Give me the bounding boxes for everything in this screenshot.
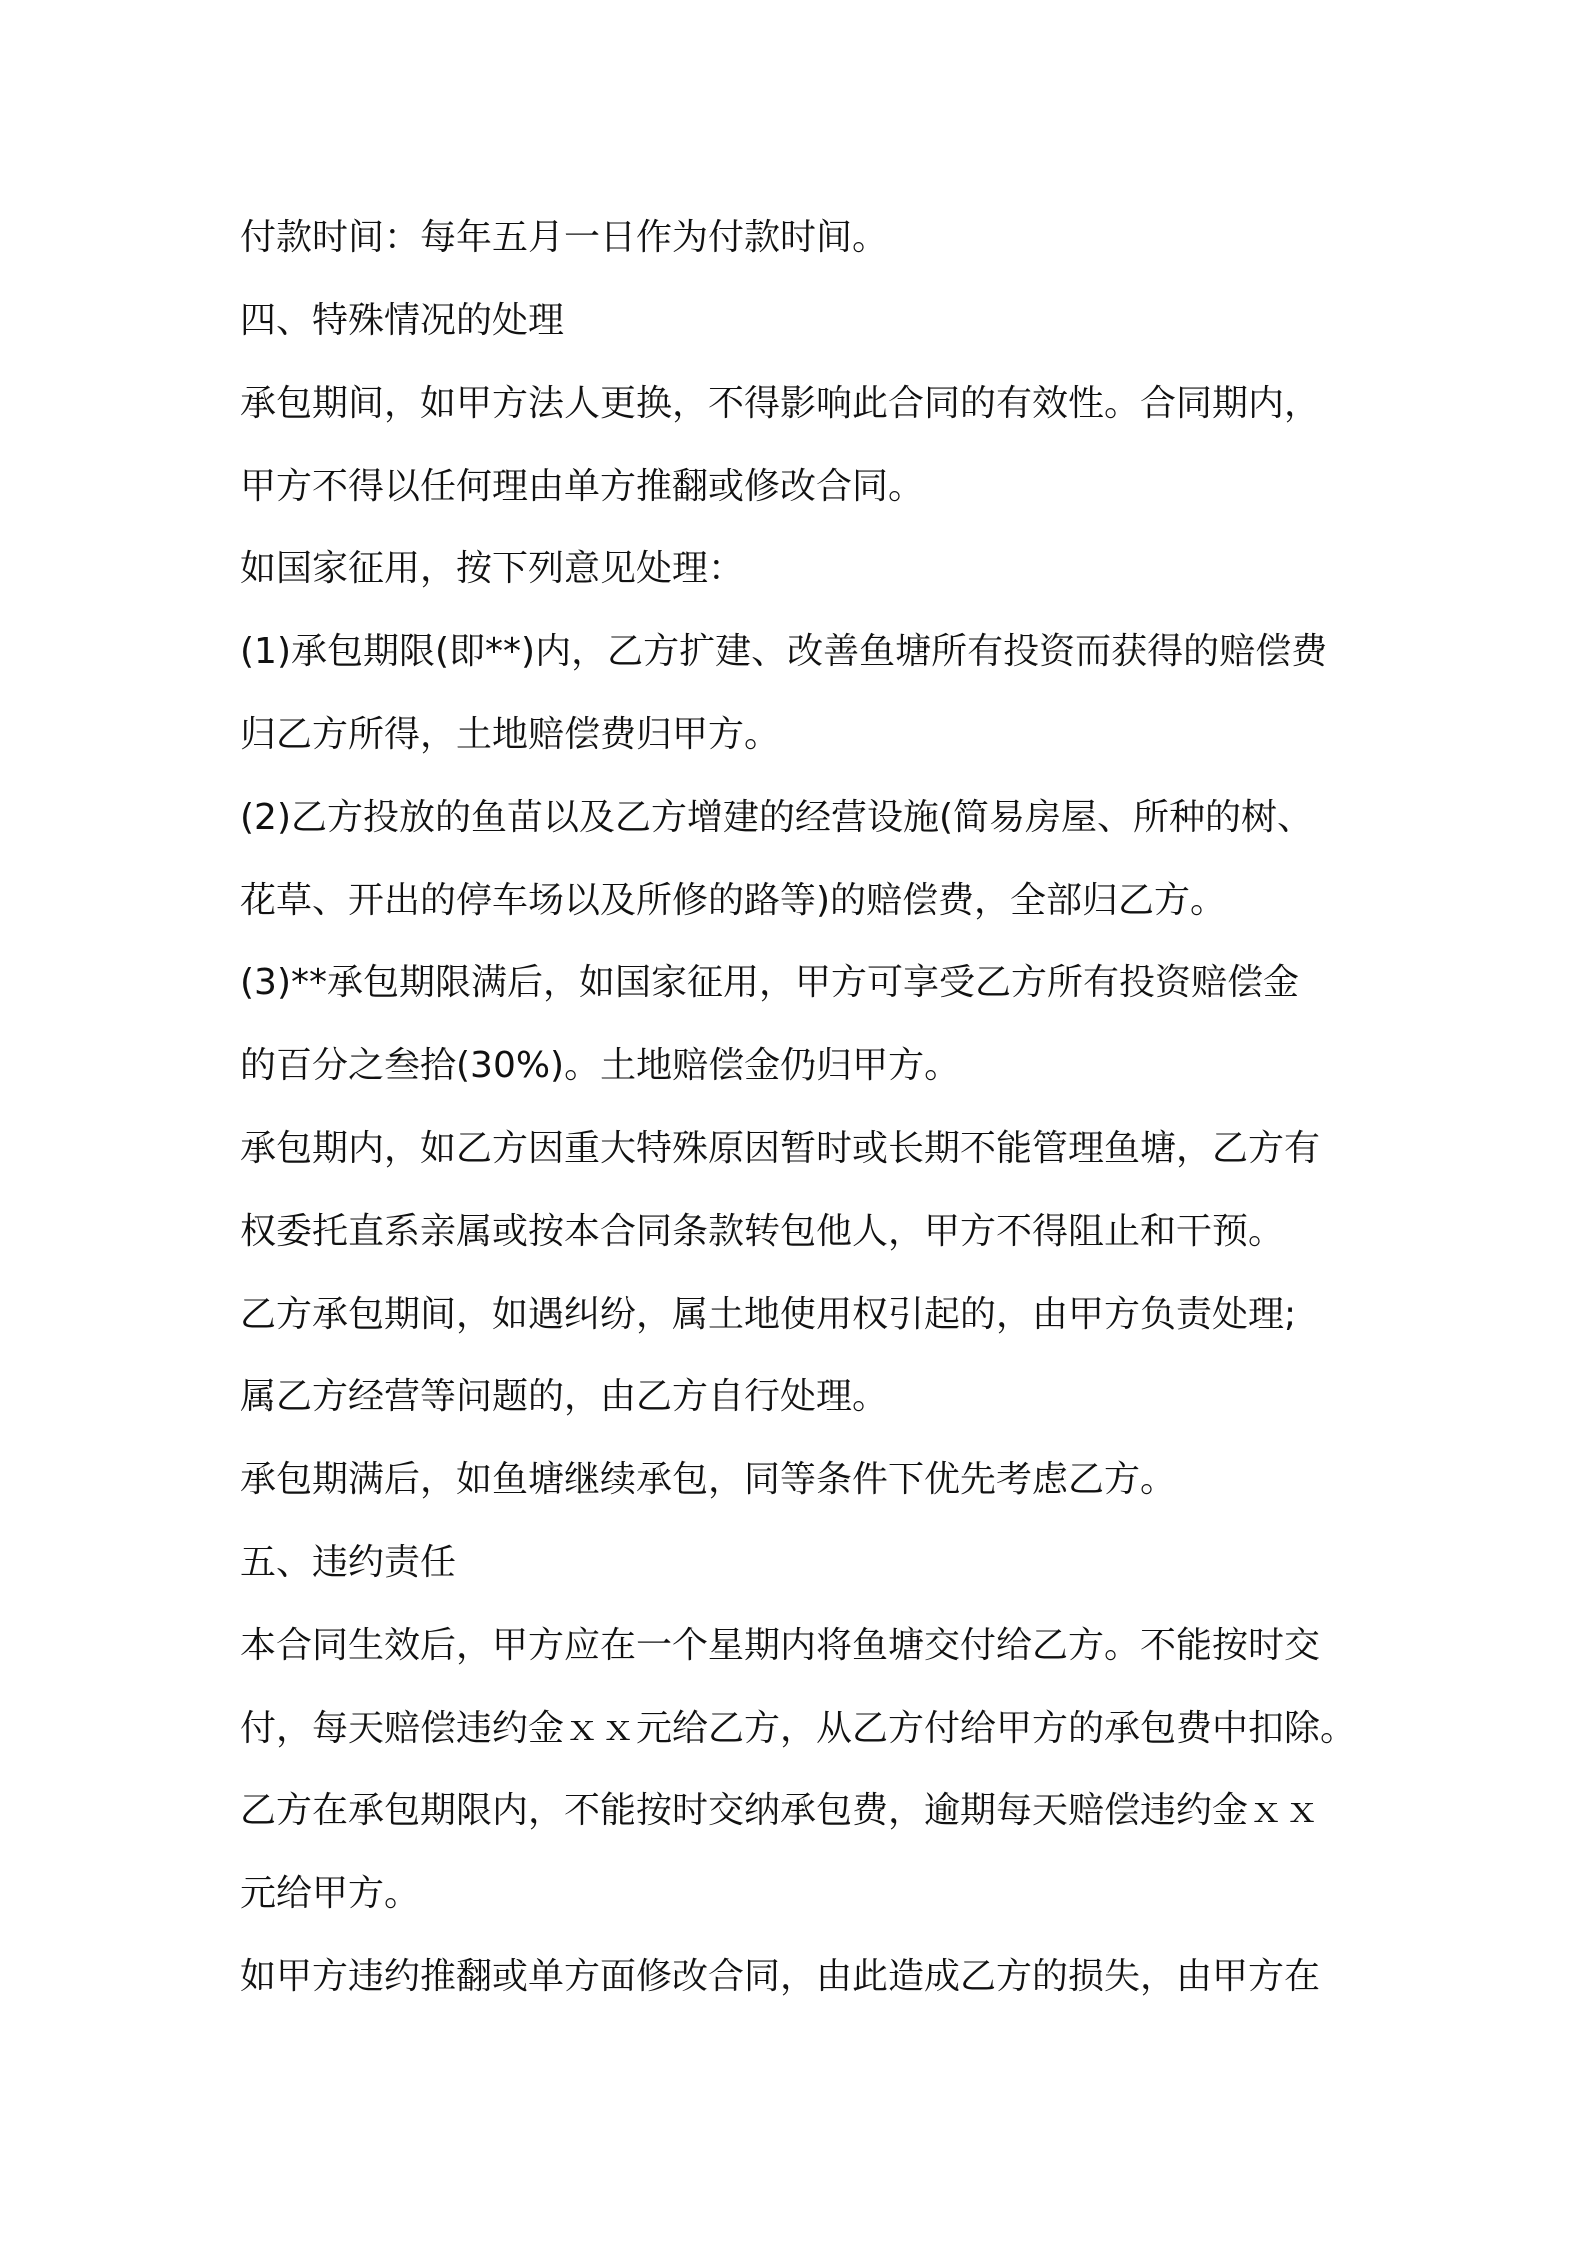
text-line: 甲方不得以任何理由单方推翻或修改合同。 [240,465,925,507]
text-line: (3)**承包期限满后，如国家征用，甲方可享受乙方所有投资赔偿金 [240,962,1299,1004]
text-line-payment-time: 付款时间：每年五月一日作为付款时间。 [240,217,889,258]
text-line: (1)承包期限(即**)内，乙方扩建、改善鱼塘所有投资而获得的赔偿费 [240,631,1328,673]
text-line: 承包期满后，如鱼塘继续承包，同等条件下优先考虑乙方。 [240,1459,1177,1501]
text-line: (2)乙方投放的鱼苗以及乙方增建的经营设施(简易房屋、所种的树、 [240,796,1314,838]
text-line: 的百分之叁拾(30%)。土地赔偿金仍归甲方。 [240,1045,961,1087]
text-line: 属乙方经营等问题的，由乙方自行处理。 [240,1376,889,1418]
text-line: 承包期内，如乙方因重大特殊原因暂时或长期不能管理鱼塘，乙方有 [240,1127,1321,1169]
text-line: 归乙方所得，土地赔偿费归甲方。 [240,713,781,755]
text-line: 乙方在承包期限内，不能按时交纳承包费，逾期每天赔偿违约金ｘｘ [240,1790,1321,1832]
section-heading-special-cases: 四、特殊情况的处理 [240,300,565,341]
text-line: 元给甲方。 [240,1873,421,1915]
section-heading-breach-liability: 五、违约责任 [240,1541,457,1583]
text-line: 如甲方违约推翻或单方面修改合同，由此造成乙方的损失，由甲方在 [240,1955,1321,1997]
text-line: 如国家征用，按下列意见处理： [240,548,745,590]
text-line: 权委托直系亲属或按本合同条款转包他人，甲方不得阻止和干预。 [240,1210,1285,1252]
text-line: 付，每天赔偿违约金ｘｘ元给乙方，从乙方付给甲方的承包费中扣除。 [240,1707,1357,1749]
text-line: 承包期间，如甲方法人更换，不得影响此合同的有效性。合同期内， [240,382,1321,424]
document-body [240,196,1360,2019]
text-line: 本合同生效后，甲方应在一个星期内将鱼塘交付给乙方。不能按时交 [240,1624,1321,1666]
text-line: 乙方承包期间，如遇纠纷，属土地使用权引起的，由甲方负责处理; [240,1293,1297,1335]
text-line: 花草、开出的停车场以及所修的路等)的赔偿费，全部归乙方。 [240,879,1227,921]
